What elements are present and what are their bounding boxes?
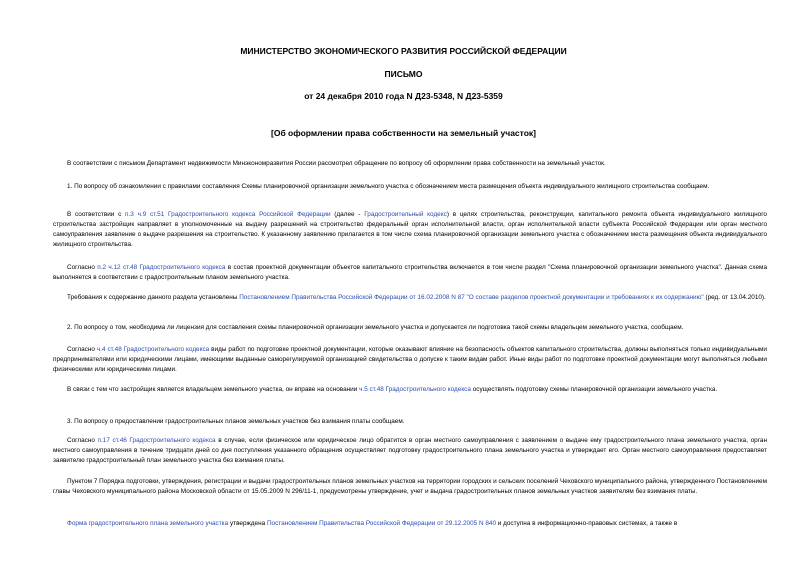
paragraph-4: [53, 263, 767, 283]
paragraph-question-1: 1. По вопросу об ознакомлении с правилами составления Схемы планировочной организации земельного участка с обозначением места размещения объекта индивидуального жилищного строительства сообщаем.: [67, 183, 710, 190]
document-date: от 24 декабря 2010 года N Д23-5348, N Д23-5359: [304, 91, 503, 101]
text: в случае, если физическое или юридическое лицо обратится в орган местного самоуправления с заявлением о выдаче ему градостроительного плана земельного участка, орган местного самоуправления в течение тридцати дней со дня поступления указанного обращения осуществляет подготовку градостроительного плана земельного участка и утверждает его. Орган местного самоуправления предоставляет заявителю градостроительный план земельного участка без взимания платы.: [53, 437, 768, 464]
paragraph-8: [53, 385, 767, 395]
ministry-title: МИНИСТЕРСТВО ЭКОНОМИЧЕСКОГО РАЗВИТИЯ РОССИЙСКОЙ ФЕДЕРАЦИИ: [240, 46, 567, 56]
law-link[interactable]: Постановлением Правительства Российской Федерации от 16.02.2008 N 87 "О составе разделов проектной документации и требованиях к их содержанию": [239, 294, 704, 301]
text: В связи с тем что застройщик является владельцем земельного участка, он вправе на основании: [67, 386, 360, 393]
text: виды работ по подготовке проектной документации, которые оказывают влияние на безопасность объектов капитального строительства, должны выполняться только индивидуальными предпринимателями или юридическими лицами, имеющими выданные саморегулируемой организацией свидетельства о допуске к таким видам работ. Иные виды работ по подготовке проектной документации могут выполняться любыми физическими или юридическими лицами.: [53, 346, 767, 373]
paragraph-11: Пунктом 7 Порядка подготовки, утверждения, регистрации и выдачи градостроительных планов земельных участков на территории городских и сельских поселений Чеховского муниципального района, утвержденного Постановлением главы Чеховского муниципального района Московской области от 15.05.2009 N 296/11-1, предусмотрены утверждение, учет и выдача градостроительных планов земельных участков заявителям без взимания платы.: [53, 478, 767, 495]
paragraph-question-3: 3. По вопросу о предоставлении градостроительных планов земельных участков без взимания платы сообщаем.: [67, 418, 405, 425]
paragraph-12: [53, 519, 767, 529]
law-link[interactable]: Постановлением Правительства Российской Федерации от 29.12.2005 N 840: [266, 520, 497, 527]
law-link[interactable]: п.17 ст.46 Градостроительного кодекса: [97, 437, 216, 444]
text: (ред. от 13.04.2010).: [703, 294, 766, 301]
paragraph-3: [53, 210, 767, 250]
text: и доступна в информационно-правовых системах, а также в: [496, 520, 678, 527]
text: Согласно: [67, 264, 98, 271]
law-link[interactable]: ч.4 ст.48 Градостроительного кодекса: [96, 346, 210, 353]
paragraph-5: [53, 293, 767, 303]
paragraph-intro: В соответствии с письмом Департамент недвижимости Минэкономразвития России рассмотрел обращение по вопросу об оформлении права собственности на земельный участок.: [67, 160, 606, 167]
document-subject: [Об оформлении права собственности на земельный участок]: [271, 128, 536, 138]
paragraph-question-2: 2. По вопросу о том, необходима ли лицензия для составления схемы планировочной организации земельного участка и допускается ли подготовка такой схемы владельцем земельного участка, сообщаем.: [67, 324, 684, 331]
text: утверждена: [228, 520, 267, 527]
text: Согласно: [67, 437, 98, 444]
text: В соответствии с: [67, 211, 126, 218]
law-link[interactable]: ч.5 ст.48 Градостроительного кодекса: [359, 386, 471, 393]
paragraph-7: [53, 345, 767, 375]
paragraph-10: [53, 436, 767, 466]
text: Согласно: [67, 346, 97, 353]
text: осуществлять подготовку схемы планировочной организации земельного участка.: [470, 386, 718, 393]
law-link[interactable]: Форма градостроительного плана земельного участка: [67, 520, 229, 527]
text: (далее -: [330, 211, 365, 218]
text: Требования к содержанию данного раздела установлены: [67, 294, 240, 301]
law-link[interactable]: п.3 ч.9 ст.51 Градостроительного кодекса Российской Федерации: [125, 211, 331, 218]
document-type: ПИСЬМО: [384, 69, 423, 79]
law-link[interactable]: п.2 ч.12 ст.48 Градостроительного кодекса: [97, 264, 226, 271]
law-link[interactable]: Градостроительный кодекс: [364, 211, 447, 218]
text: в состав проектной документации объектов капитального строительства включается в том числе раздел "Схема планировочной организации земельного участка". Данная схема выполняется в соответствии с градостроительным планом земельного участка.: [53, 264, 767, 281]
text: ) в целях строительства, реконструкции, капитального ремонта объекта индивидуального жилищного строительства застройщик направляет в уполномоченные на выдачу разрешений на строительство федеральный орган исполнительной власти, орган исполнительной власти субъекта Российской Федерации или орган местного самоуправления заявление о выдаче разрешения на строительство. К указанному заявлению прилагается в том числе схема планировочной организации земельного участка с обозначением места размещения объекта индивидуального жилищного строительства.: [53, 211, 767, 248]
